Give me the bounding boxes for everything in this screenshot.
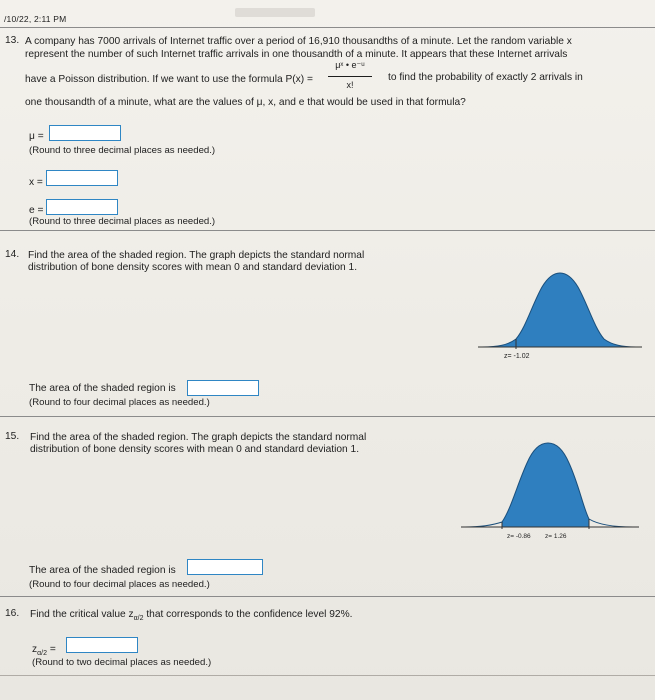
rounding-note: (Round to four decimal places as needed.) xyxy=(29,397,210,408)
question-number: 13. xyxy=(5,35,20,46)
z-alpha-input[interactable] xyxy=(66,637,138,653)
z-label-right: z= 1.26 xyxy=(545,533,567,540)
rounding-note: (Round to three decimal places as needed.) xyxy=(29,145,216,156)
shaded-region xyxy=(516,273,638,347)
normal-curve-graph-q15 xyxy=(455,435,645,545)
formula-fraction-bar xyxy=(328,76,372,77)
rounding-note: (Round to three decimal places as needed.) xyxy=(29,216,216,227)
header-watermark xyxy=(235,8,315,17)
equals: = xyxy=(46,644,56,655)
divider xyxy=(0,675,655,676)
question-text: A company has 7000 arrivals of Internet traffic over a period of 16,910 thousandths of a minute. Let the random variable x xyxy=(25,36,572,47)
question-number: 16. xyxy=(5,608,20,619)
divider xyxy=(0,416,655,417)
formula-denominator: x! xyxy=(346,80,354,90)
z-label-left: z= -0.86 xyxy=(507,533,531,540)
area-input[interactable] xyxy=(187,559,263,575)
divider xyxy=(0,27,655,28)
subscript: α/2 xyxy=(133,615,144,623)
question-text: one thousandth of a minute, what are the values of μ, x, and e that would be used in that formula? xyxy=(25,97,466,108)
mu-label: μ = xyxy=(29,131,44,142)
rounding-note: (Round to four decimal places as needed.) xyxy=(29,579,210,590)
question-text xyxy=(30,608,353,625)
e-input[interactable] xyxy=(46,199,118,215)
question-number: 15. xyxy=(5,431,20,442)
timestamp: /10/22, 2:11 PM xyxy=(4,14,67,24)
divider xyxy=(0,596,655,597)
question-text: have a Poisson distribution. If we want to use the formula P(x) = xyxy=(25,74,313,85)
e-label: e = xyxy=(29,205,44,216)
question-text: distribution of bone density scores with mean 0 and standard deviation 1. xyxy=(30,444,360,455)
subscript: α/2 xyxy=(37,650,47,658)
x-input[interactable] xyxy=(46,170,118,186)
mu-input[interactable] xyxy=(49,125,121,141)
area-label: The area of the shaded region is xyxy=(29,565,176,576)
question-number: 14. xyxy=(5,249,20,260)
question-text: represent the number of such Internet traffic arrivals in one thousandth of a minute. It appears that these Internet arrivals xyxy=(25,49,568,60)
formula-numerator: μˣ • e⁻ᵘ xyxy=(335,60,365,70)
area-label: The area of the shaded region is xyxy=(29,383,176,394)
z-alpha-label xyxy=(32,644,56,657)
z-label: z= -1.02 xyxy=(504,353,530,360)
question-text-part: that corresponds to the confidence level 92%. xyxy=(143,609,353,620)
z-symbol: z xyxy=(32,644,38,655)
question-text-part: Find the critical value z xyxy=(30,609,134,620)
question-text: to find the probability of exactly 2 arrivals in xyxy=(388,72,583,83)
rounding-note: (Round to two decimal places as needed.) xyxy=(32,657,212,668)
question-text: distribution of bone density scores with mean 0 and standard deviation 1. xyxy=(28,262,358,273)
question-text: Find the area of the shaded region. The graph depicts the standard normal xyxy=(28,250,365,261)
divider xyxy=(0,230,655,231)
normal-curve-graph-q14 xyxy=(470,265,645,365)
area-input[interactable] xyxy=(187,380,259,396)
x-label: x = xyxy=(29,177,43,188)
question-text: Find the area of the shaded region. The graph depicts the standard normal xyxy=(30,432,367,443)
shaded-region xyxy=(502,443,589,527)
